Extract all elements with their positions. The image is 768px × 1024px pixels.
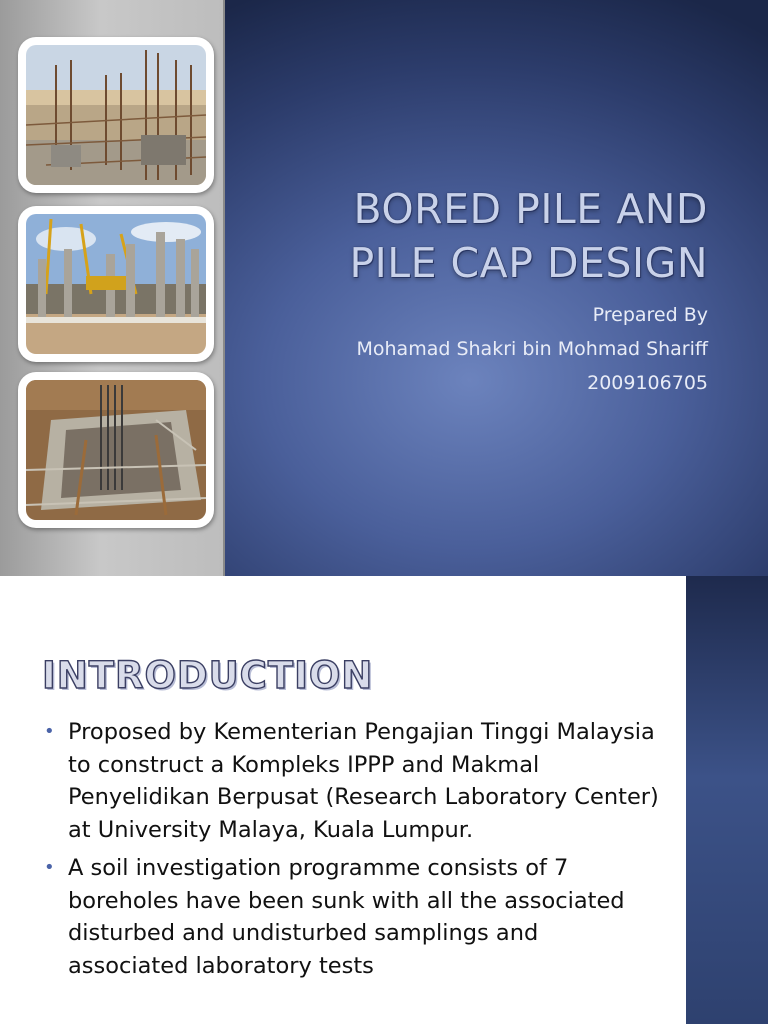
introduction-heading: INTRODUCTION: [42, 654, 374, 697]
slide-title-line-1: BORED PILE AND: [353, 185, 708, 233]
prepared-by-label: Prepared By: [592, 304, 708, 326]
photo-frame-2: [18, 206, 214, 362]
bullet-dot-icon: •: [44, 721, 55, 742]
decorative-side-strip: [686, 576, 768, 1024]
bullet-text: Proposed by Kementerian Pengajian Tinggi Malaysia to construct a Kompleks IPPP and Makmal Penyelidikan Berpusat (Research Laboratory Center) at University Malaya, Kuala Lumpur.: [68, 719, 659, 843]
list-item: [44, 852, 664, 982]
student-id: 2009106705: [587, 372, 708, 394]
introduction-slide: [0, 576, 768, 1024]
slide-title: [278, 182, 708, 290]
slide-subtitle: [268, 298, 708, 400]
photo-sidebar: [0, 0, 225, 576]
author-name: Mohamad Shakri bin Mohmad Shariff: [356, 338, 708, 360]
photo-frame-1: [18, 37, 214, 193]
bullet-text: A soil investigation programme consists of 7 boreholes have been sunk with all the associated disturbed and undisturbed samplings and associated laboratory tests: [68, 855, 625, 979]
slide-title-line-2: PILE CAP DESIGN: [349, 239, 708, 287]
photo-frame-3: [18, 372, 214, 528]
bullet-dot-icon: •: [44, 857, 55, 878]
list-item: [44, 716, 664, 846]
pile-cap-formwork-photo: [26, 380, 206, 520]
crane-piling-site-photo: [26, 214, 206, 354]
bullet-list: [44, 716, 664, 988]
construction-site-rebar-photo: [26, 45, 206, 185]
